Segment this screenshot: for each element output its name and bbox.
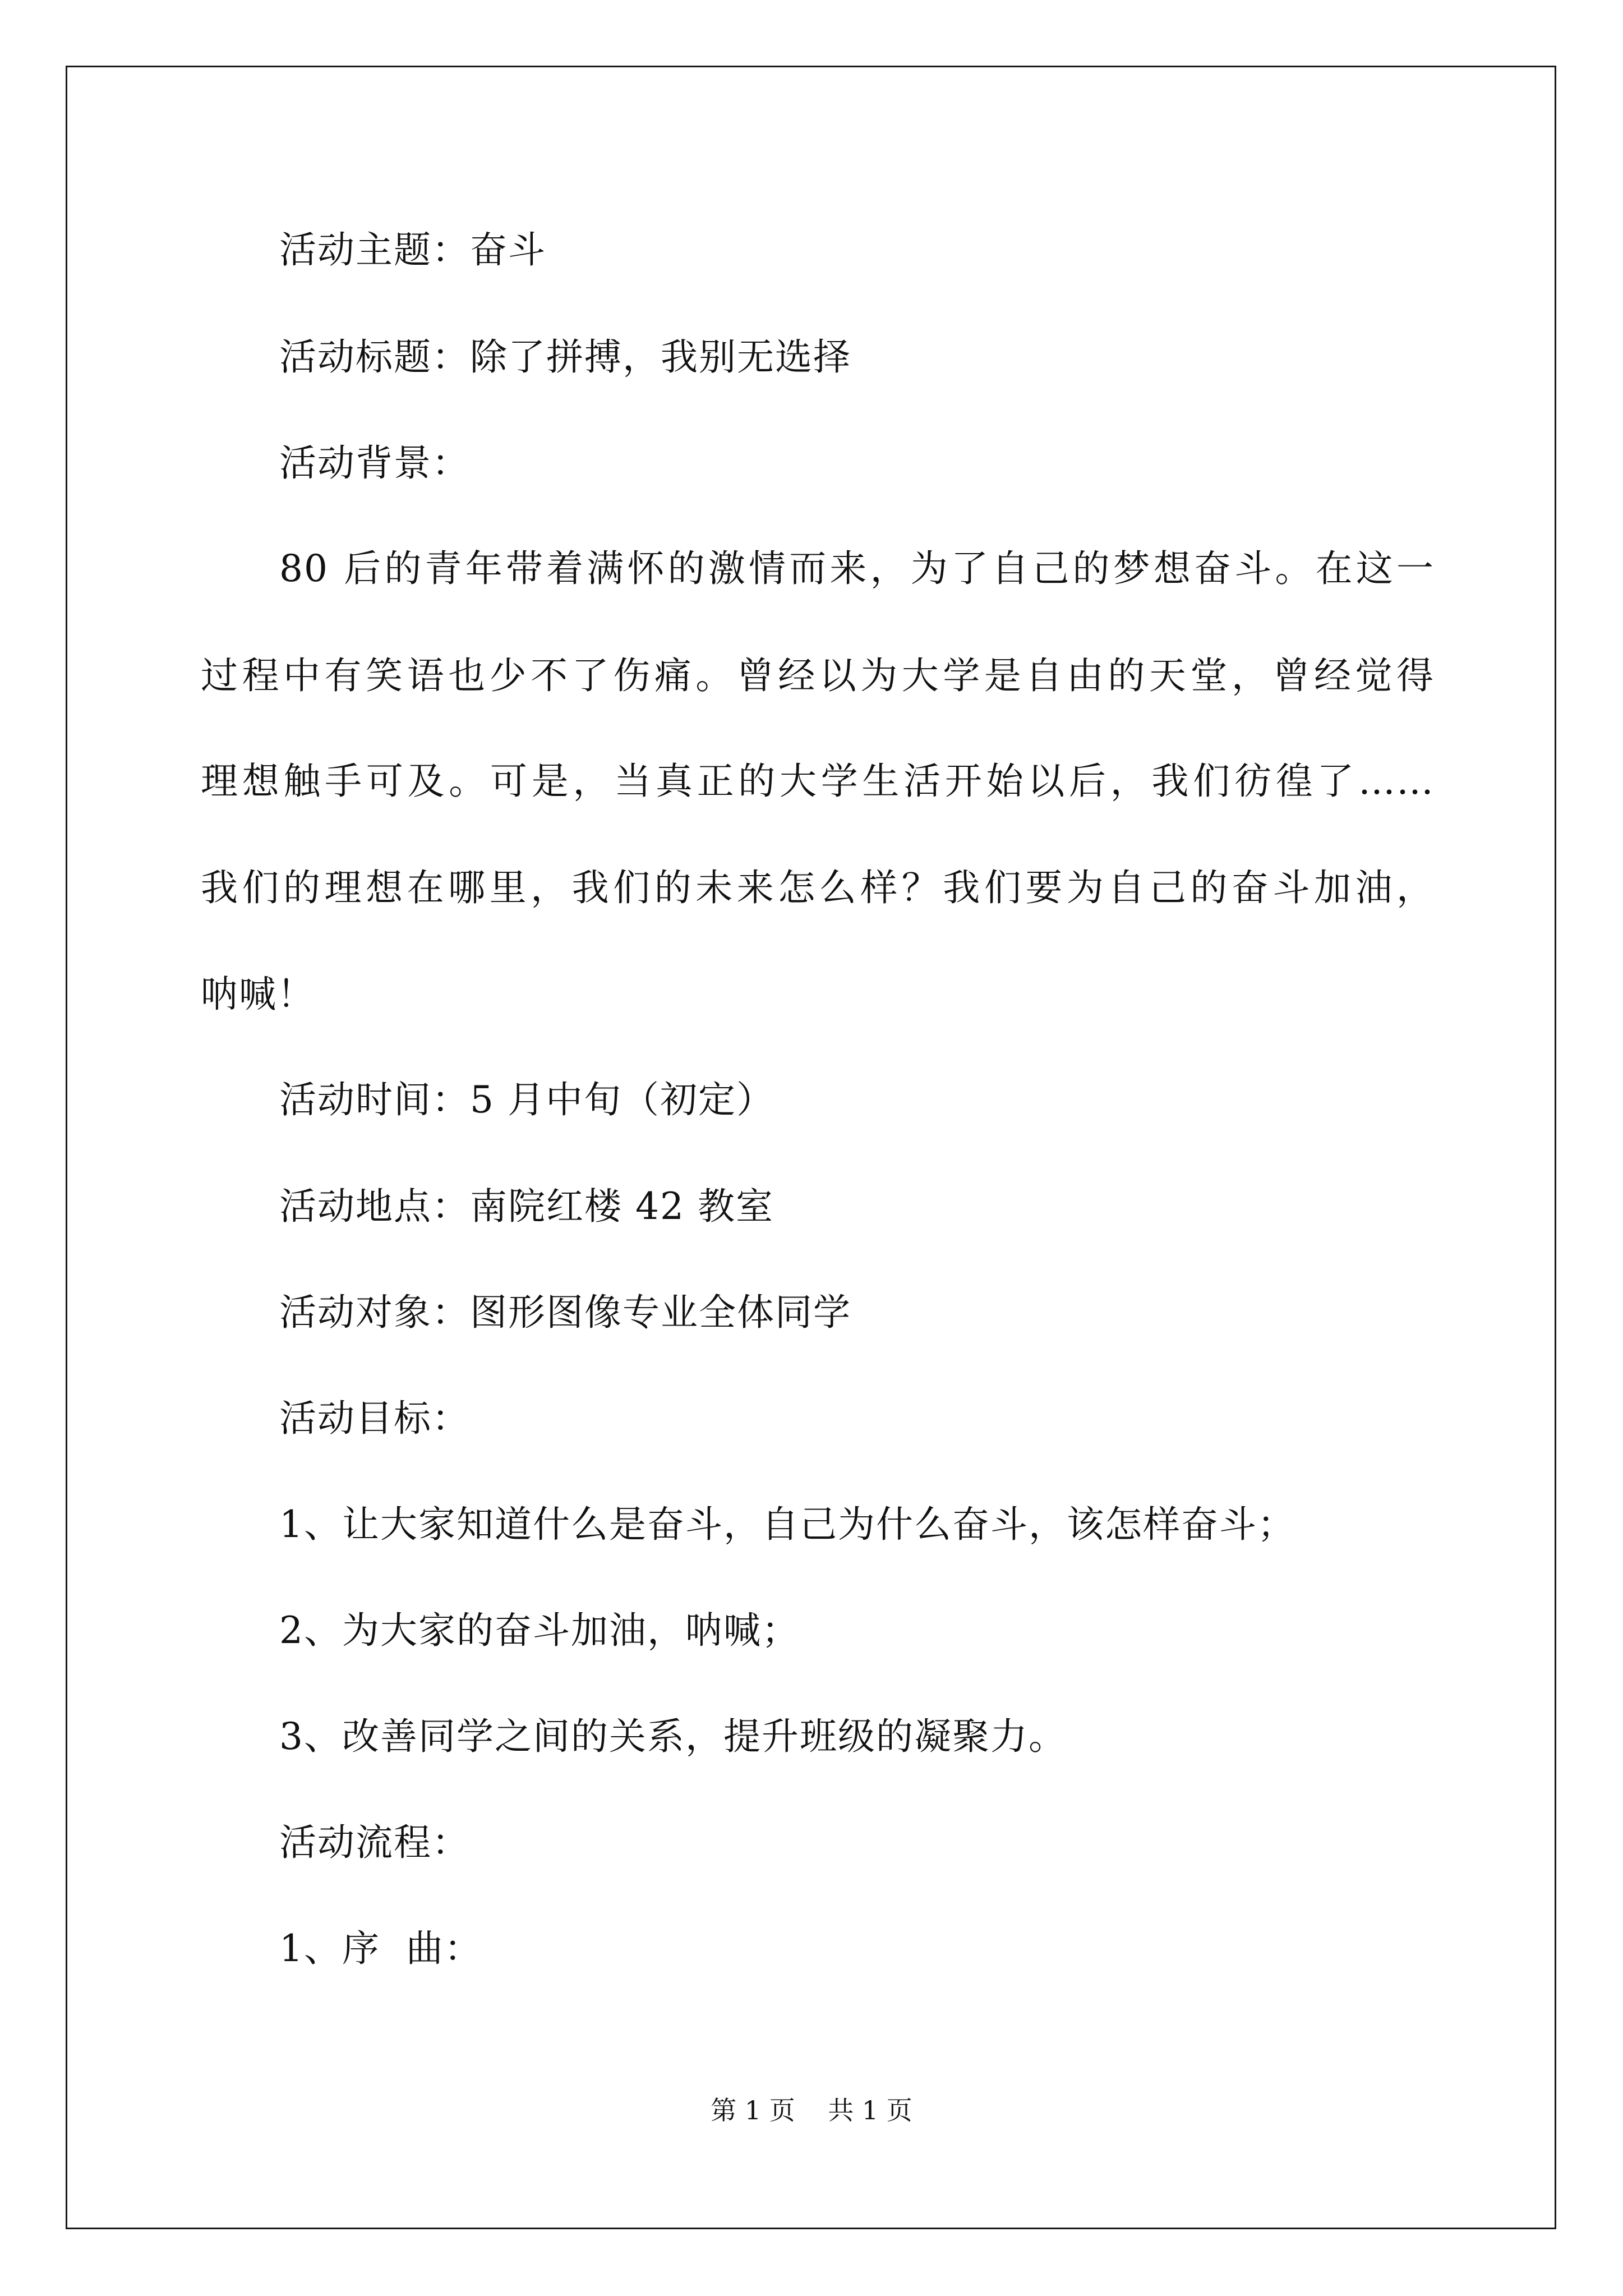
background-paragraph-line-5: 呐喊！ [201, 973, 315, 1016]
goal-item-1: 1、让大家知道什么是奋斗，自己为什么奋斗，该怎样奋斗； [279, 1503, 1295, 1546]
goal-item-2: 2、为大家的奋斗加油，呐喊； [279, 1609, 800, 1652]
process-item-1: 1、序 曲： [279, 1927, 482, 1970]
goal-item-3: 3、改善同学之间的关系，提升班级的凝聚力。 [279, 1715, 1067, 1758]
goals-heading: 活动目标： [279, 1397, 470, 1440]
background-paragraph-line-4: 我们的理想在哪里，我们的未来怎么样？我们要为自己的奋斗加油， [201, 866, 1435, 909]
process-heading: 活动流程： [279, 1821, 470, 1864]
page-number-footer: 第 1 页 共 1 页 [711, 2095, 912, 2125]
time-line: 活动时间：5 月中旬（初定） [279, 1078, 774, 1121]
audience-line: 活动对象：图形图像专业全体同学 [279, 1291, 851, 1334]
background-paragraph-line-2: 过程中有笑语也少不了伤痛。曾经以为大学是自由的天堂，曾经觉得 [201, 654, 1435, 697]
background-paragraph-line-3: 理想触手可及。可是，当真正的大学生活开始以后，我们彷徨了…… [201, 760, 1435, 803]
theme-line: 活动主题：奋斗 [279, 228, 546, 272]
background-heading: 活动背景： [279, 441, 470, 485]
title-line: 活动标题：除了拼搏，我别无选择 [279, 335, 851, 379]
location-line: 活动地点：南院红楼 42 教室 [279, 1185, 774, 1228]
background-paragraph-line-1: 80 后的青年带着满怀的激情而来，为了自己的梦想奋斗。在这一 [279, 547, 1435, 590]
